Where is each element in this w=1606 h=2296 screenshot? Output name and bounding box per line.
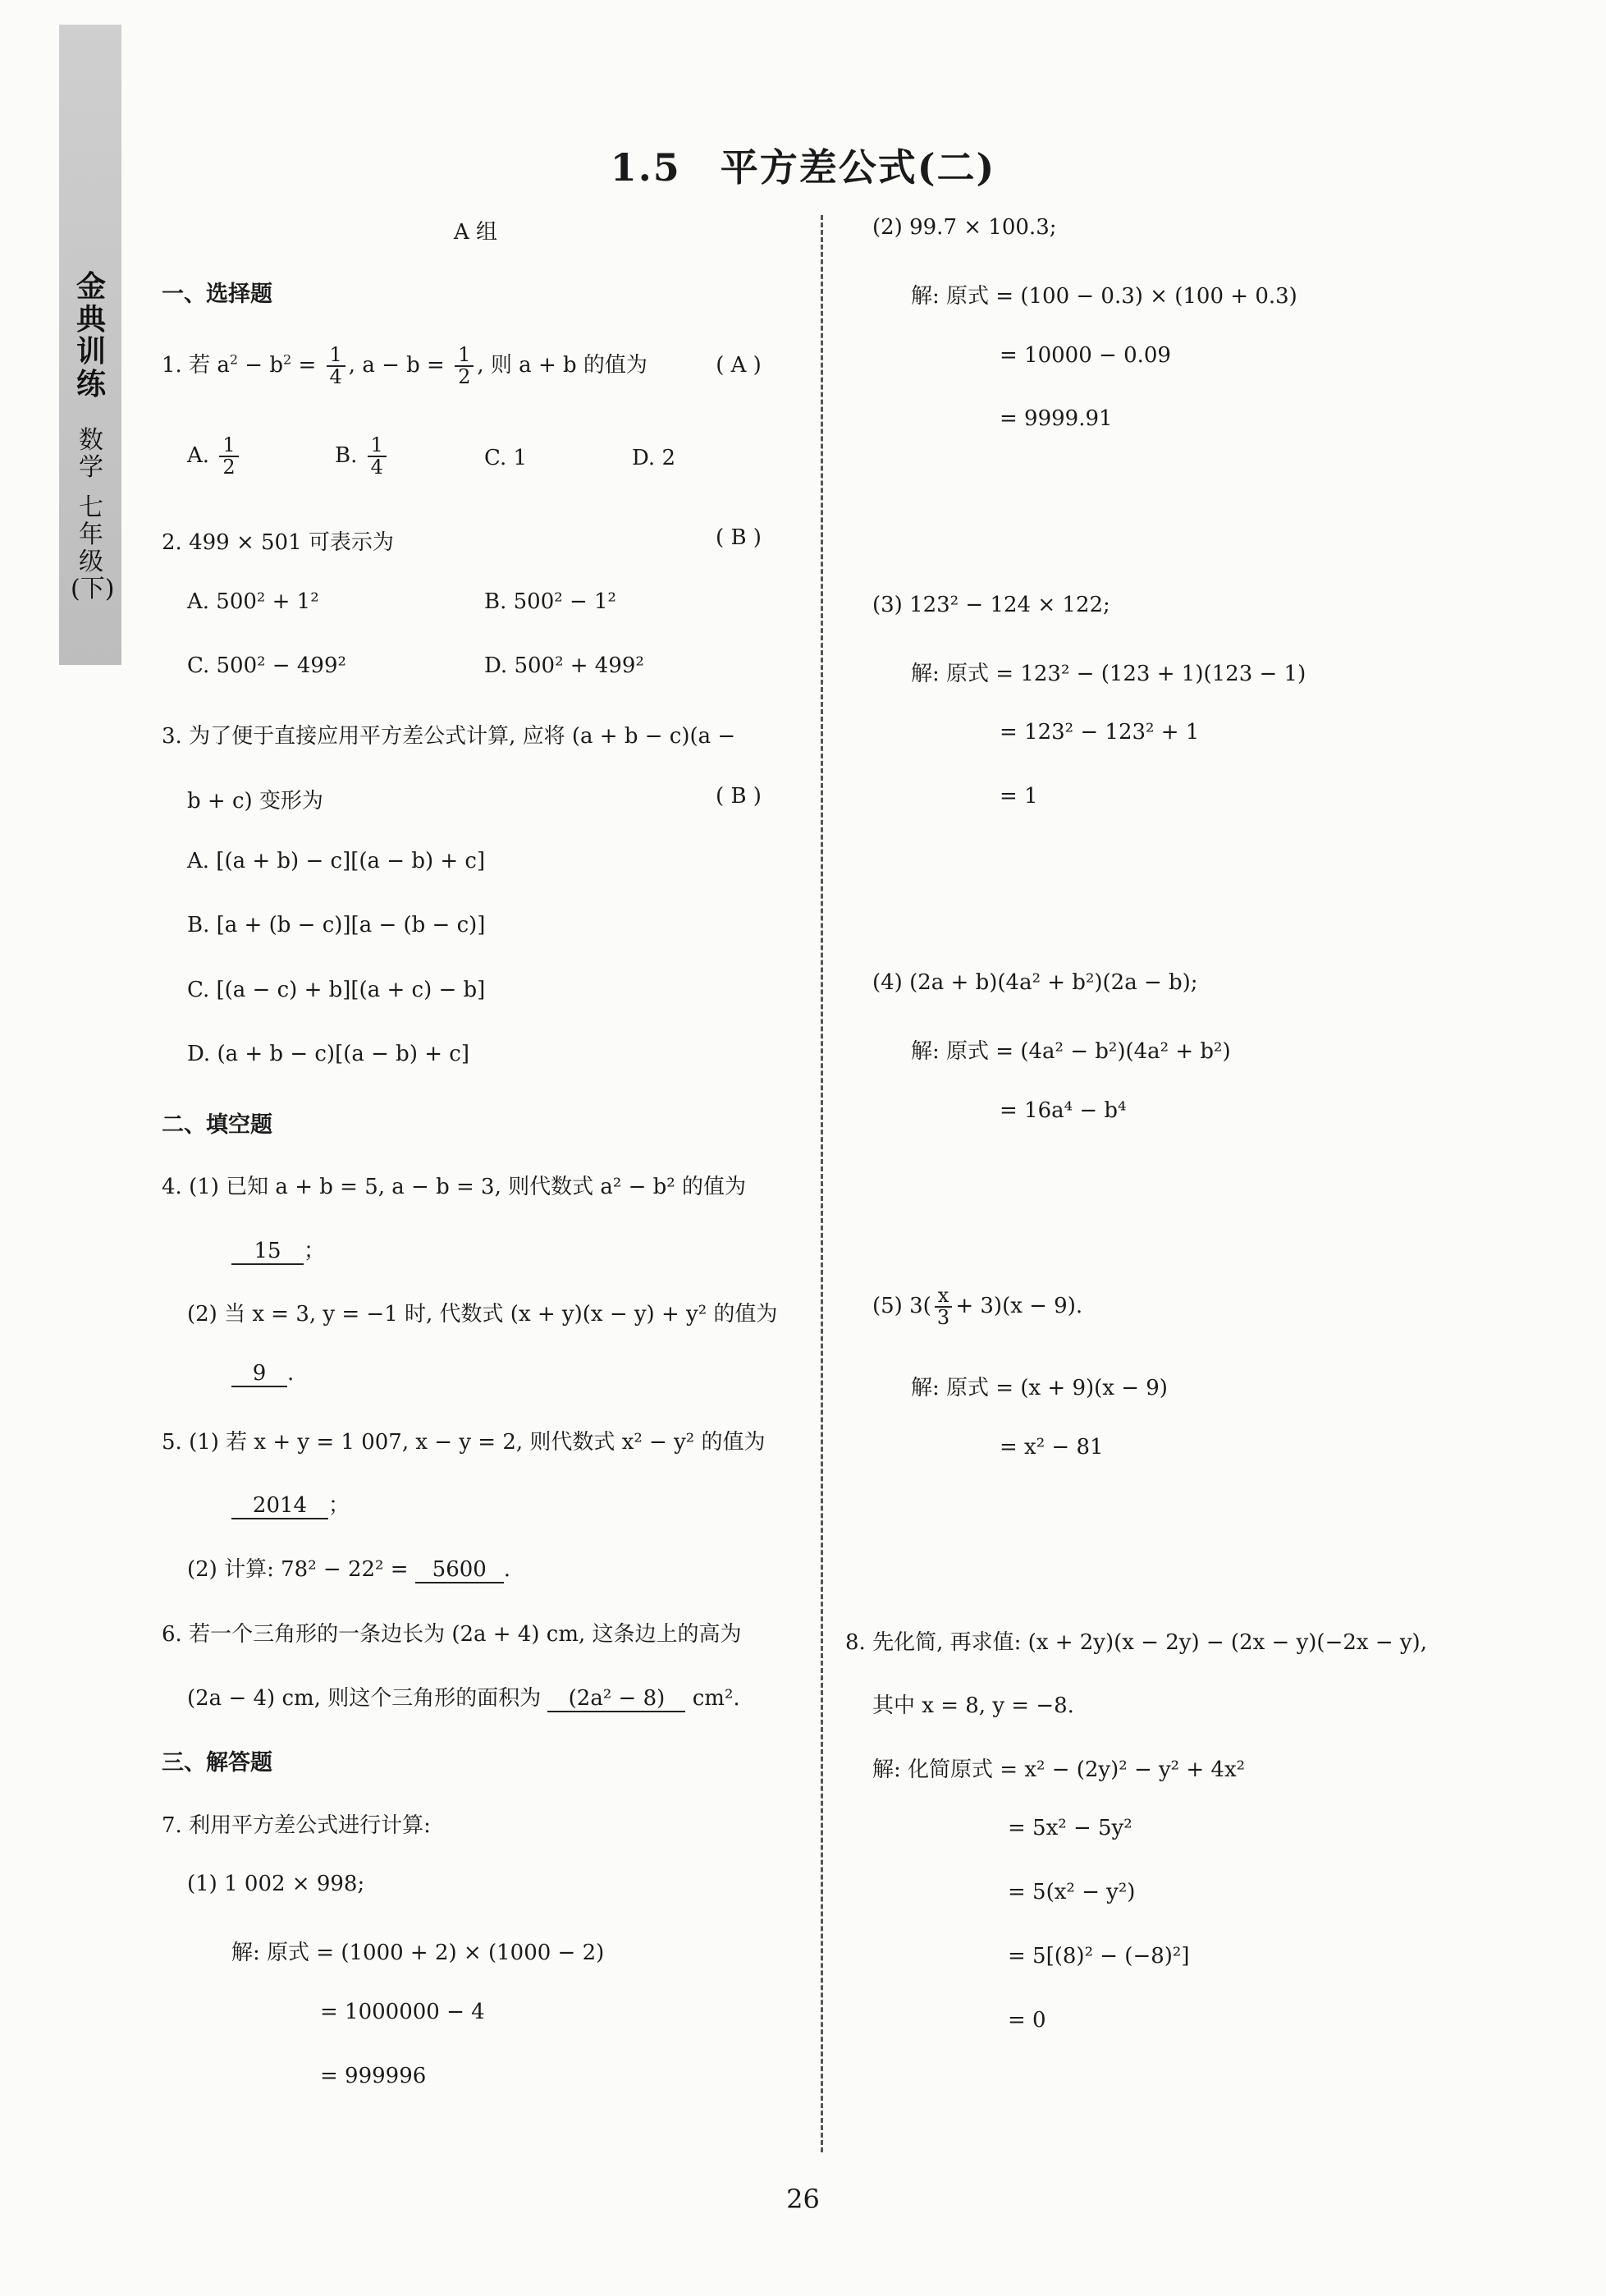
q7-stem: 7. 利用平方差公式进行计算: — [162, 1813, 431, 1838]
page-title: 1.5 平方差公式(二) — [610, 145, 996, 190]
q1-option-a: A. $\frac{1}{2}$ — [187, 435, 242, 478]
q2-option-c: C. 500² − 499² — [187, 653, 346, 678]
q7-part1-step2: = 1000000 − 4 — [320, 2000, 485, 2024]
q7-part1-step1: 解: 原式 = (1000 + 2) × (1000 − 2) — [231, 1941, 605, 1965]
q3-stem-line2: b + c) 变形为 — [187, 789, 323, 813]
section-solve: 三、解答题 — [162, 1750, 272, 1776]
q7-part2-step1: 解: 原式 = (100 − 0.3) × (100 + 0.3) — [911, 284, 1297, 309]
spine-grade-label: 七年级(下) — [71, 493, 115, 603]
q8-step1: 解: 化简原式 = x² − (2y)² − y² + 4x² — [872, 1758, 1246, 1782]
q7-part5-step2: = x² − 81 — [1000, 1435, 1104, 1460]
q1-option-c: C. 1 — [484, 446, 528, 470]
q4-answer1: 15 ； — [231, 1234, 325, 1265]
q7-part3: (3) 123² − 124 × 122; — [872, 593, 1110, 617]
spine-subject — [71, 426, 115, 603]
q7-part2-step3: = 9999.91 — [1000, 406, 1113, 431]
q6-line1: 6. 若一个三角形的一条边长为 (2a + 4) cm, 这条边上的高为 — [162, 1622, 742, 1647]
q6-line2: (2a − 4) cm, 则这个三角形的面积为 (2a² − 8) cm². — [187, 1686, 740, 1711]
q8-line2: 其中 x = 8, y = −8. — [872, 1693, 1074, 1718]
q1-stem: 1. 若 $a^2 - b^2$ = $\frac{1}{4}$ , a − b = $\frac{1}{2}$ , 则 a + b 的值为 — [162, 343, 647, 389]
q8-step4: = 5[(8)² − (−8)²] — [1008, 1944, 1190, 1968]
q7-part4-step1: 解: 原式 = (4a² − b²)(4a² + b²) — [911, 1039, 1231, 1064]
q7-part5-step1: 解: 原式 = (x + 9)(x − 9) — [911, 1376, 1168, 1400]
q2-option-b: B. 500² − 1² — [484, 589, 616, 614]
page-number: 26 — [786, 2184, 820, 2215]
q7-part4-step2: = 16a⁴ − b⁴ — [1000, 1098, 1127, 1123]
q3-option-a: A. [(a + b) − c][(a − b) + c] — [187, 849, 486, 873]
column-divider — [821, 215, 823, 2152]
q4-part1: 4. (1) 已知 a + b = 5, a − b = 3, 则代数式 a² − b² 的值为 — [162, 1175, 746, 1199]
q8-line1: 8. 先化简, 再求值: (x + 2y)(x − 2y) − (2x − y)(−2x − y), — [845, 1630, 1427, 1655]
q7-part2-step2: = 10000 − 0.09 — [1000, 343, 1171, 368]
q2-answer: ( B ) — [716, 525, 762, 550]
q5-part1: 5. (1) 若 x + y = 1 007, x − y = 2, 则代数式 x² − y² 的值为 — [162, 1430, 766, 1455]
q8-step2: = 5x² − 5y² — [1008, 1816, 1132, 1840]
q1-option-b: B. $\frac{1}{4}$ — [335, 435, 390, 478]
q7-part1-step3: = 999996 — [320, 2064, 427, 2088]
q1-answer: ( A ) — [716, 353, 762, 378]
q7-part1: (1) 1 002 × 998; — [187, 1872, 365, 1896]
q1-option-d: D. 2 — [632, 446, 675, 470]
section-choice: 一、选择题 — [162, 282, 272, 307]
q7-part2: (2) 99.7 × 100.3; — [872, 215, 1057, 240]
q3-option-b: B. [a + (b − c)][a − (b − c)] — [187, 913, 486, 937]
section-fill: 二、填空题 — [162, 1112, 272, 1138]
q8-step5: = 0 — [1008, 2008, 1046, 2032]
q7-part3-step2: = 123² − 123² + 1 — [1000, 720, 1200, 745]
q2-option-d: D. 500² + 499² — [484, 653, 644, 678]
spine-brand: 金典训练 — [75, 269, 106, 401]
spine-subject-label: 数学 — [79, 426, 103, 482]
q3-option-c: C. [(a − c) + b][(a + c) − b] — [187, 978, 486, 1002]
q2-option-a: A. 500² + 1² — [187, 589, 319, 614]
q3-option-d: D. (a + b − c)[(a − b) + c] — [187, 1042, 469, 1066]
q7-part5: (5) 3( $\frac{x}{3}$ + 3)(x − 9). — [872, 1284, 1083, 1330]
q7-part4: (4) (2a + b)(4a² + b²)(2a − b); — [872, 970, 1198, 995]
q7-part3-step3: = 1 — [1000, 784, 1038, 809]
q3-answer: ( B ) — [716, 784, 762, 809]
q3-stem-line1: 3. 为了便于直接应用平方差公式计算, 应将 (a + b − c)(a − — [162, 724, 736, 749]
q5-answer1: 2014 ； — [231, 1488, 350, 1519]
group-label: A 组 — [454, 220, 498, 245]
q2-stem: 2. 499 × 501 可表示为 — [162, 530, 394, 555]
q7-part3-step1: 解: 原式 = 123² − (123 + 1)(123 − 1) — [911, 662, 1306, 686]
q5-part2: (2) 计算: 78² − 22² = 5600 . — [187, 1557, 511, 1582]
q8-step3: = 5(x² − y²) — [1008, 1880, 1136, 1904]
q4-part2: (2) 当 x = 3, y = −1 时, 代数式 (x + y)(x − y) + y² 的值为 — [187, 1302, 778, 1327]
q4-answer2: 9 . — [231, 1361, 294, 1387]
